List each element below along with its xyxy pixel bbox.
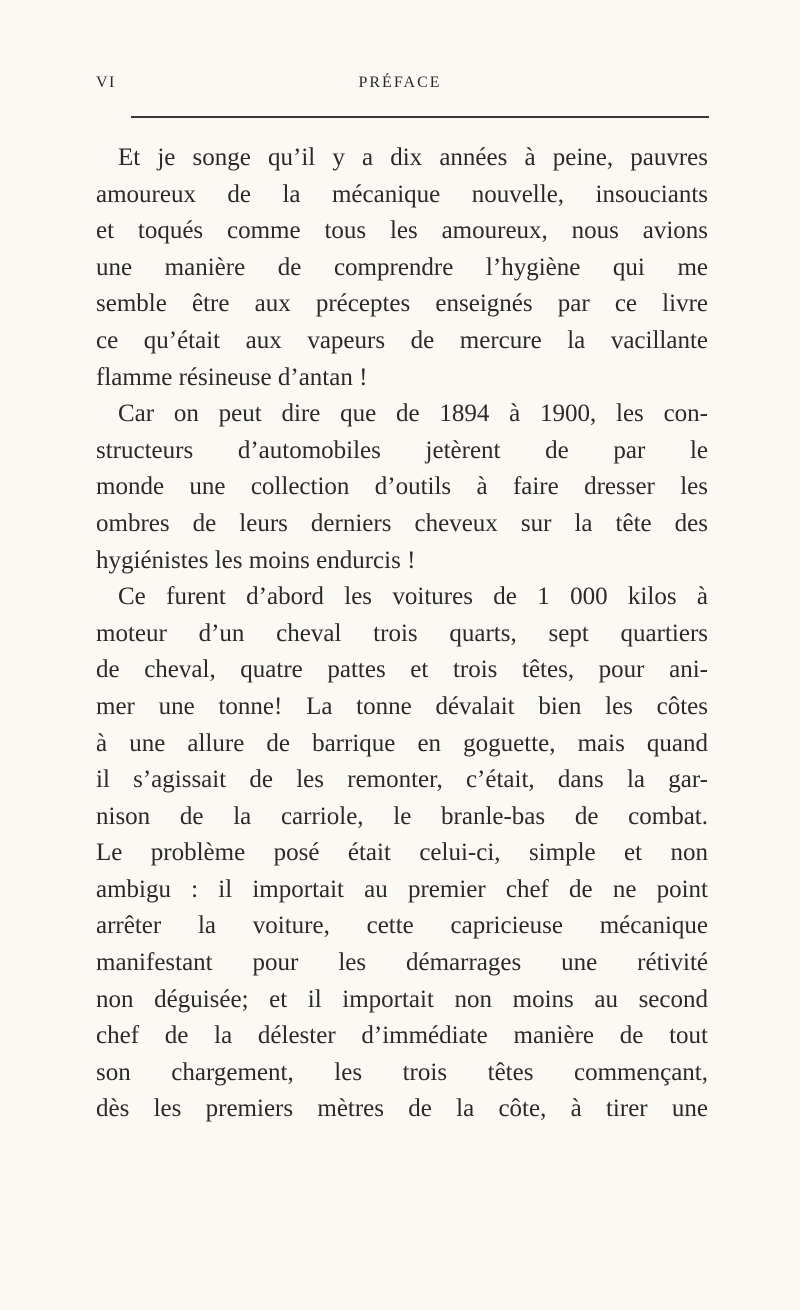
text-line: ambigu : il importait au premier chef de ne point xyxy=(96,875,708,903)
text-line: moteur d’un cheval trois quarts, sept quartiers xyxy=(96,619,708,647)
text-line: structeurs d’automobiles jetèrent de par le xyxy=(96,436,708,464)
body-text xyxy=(96,140,708,1128)
text-line: non déguisée; et il importait non moins au second xyxy=(96,985,708,1013)
text-line: nison de la carriole, le branle-bas de combat. xyxy=(96,802,708,830)
text-line: monde une collection d’outils à faire dresser les xyxy=(96,473,708,501)
text-line: Le problème posé était celui-ci, simple et non xyxy=(96,839,708,867)
text-line: semble être aux préceptes enseignés par ce livre xyxy=(96,290,708,318)
text-line: arrêter la voiture, cette capricieuse mécanique xyxy=(96,912,708,940)
text-line: amoureux de la mécanique nouvelle, insouciants xyxy=(96,180,708,208)
text-line: et toqués comme tous les amoureux, nous avions xyxy=(96,217,708,245)
text-line: flamme résineuse d’antan ! xyxy=(96,363,368,391)
text-line: chef de la délester d’immédiate manière de tout xyxy=(96,1022,708,1050)
text-line: ombres de leurs derniers cheveux sur la tête des xyxy=(96,509,708,537)
text-line: son chargement, les trois têtes commençant, xyxy=(96,1058,708,1086)
text-line: Et je songe qu’il y a dix années à peine, pauvres xyxy=(118,144,708,171)
text-line: mer une tonne! La tonne dévalait bien les côtes xyxy=(96,692,708,720)
text-line: hygiénistes les moins endurcis ! xyxy=(96,546,416,574)
text-line: à une allure de barrique en goguette, mais quand xyxy=(96,729,708,757)
running-head: PRÉFACE xyxy=(358,74,442,91)
text-line: ce qu’était aux vapeurs de mercure la vacillante xyxy=(96,326,708,354)
page-header xyxy=(0,74,800,98)
text-line: de cheval, quatre pattes et trois têtes, pour ani- xyxy=(96,656,708,684)
header-rule xyxy=(131,116,709,118)
text-line: manifestant pour les démarrages une rétivité xyxy=(96,949,708,977)
text-line: Car on peut dire que de 1894 à 1900, les con- xyxy=(118,400,708,428)
text-line: dès les premiers mètres de la côte, à tirer une xyxy=(96,1095,708,1123)
text-line: une manière de comprendre l’hygiène qui me xyxy=(96,253,708,281)
page-number: VI xyxy=(96,74,116,91)
text-line: il s’agissait de les remonter, c’était, dans la gar- xyxy=(96,766,708,794)
text-line: Ce furent d’abord les voitures de 1 000 kilos à xyxy=(118,583,708,611)
